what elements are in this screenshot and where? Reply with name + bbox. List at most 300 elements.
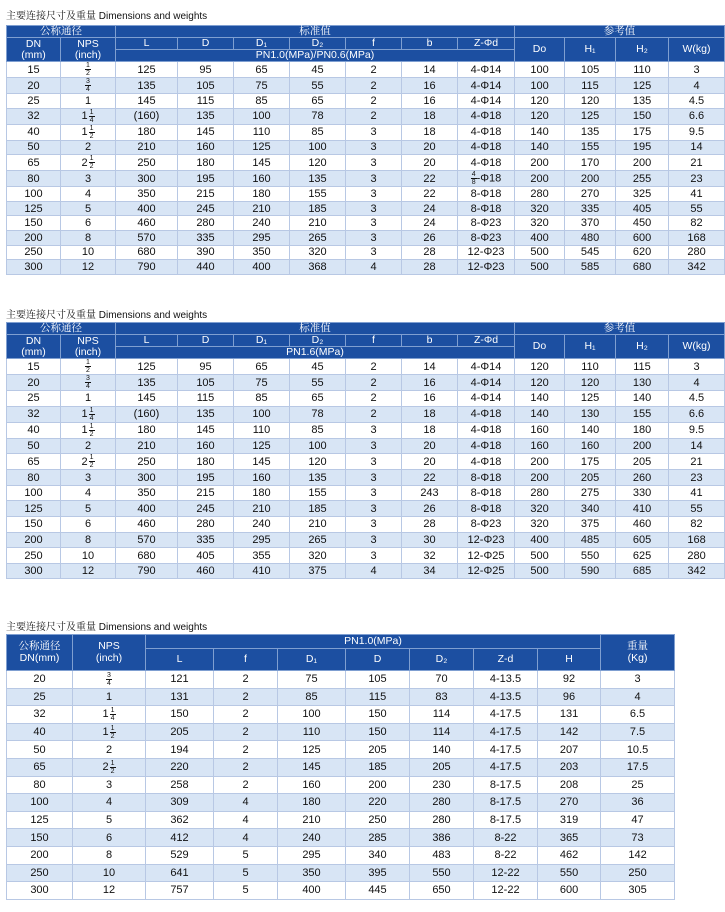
table-cell: 155: [565, 140, 616, 155]
table-cell: 4-Φ14: [458, 359, 515, 375]
table-cell: 335: [565, 201, 616, 216]
table-cell: 3: [346, 155, 402, 171]
table-cell: 175: [616, 124, 669, 140]
table-cell: 180: [616, 422, 669, 438]
header-col-weight: W(kg): [669, 335, 725, 359]
cell-nps: 12: [61, 260, 116, 275]
table-cell: 295: [234, 231, 290, 246]
cell-dn: 100: [7, 485, 61, 501]
table-cell: 500: [515, 563, 565, 579]
table-cell: 30: [402, 532, 458, 548]
cell-nps: 2 $\frac{1}{2}$: [61, 155, 116, 171]
table-row: [7, 882, 675, 900]
cell-dn: 300: [7, 260, 61, 275]
table-cell: 500: [515, 260, 565, 275]
table-cell: 120: [290, 155, 346, 171]
table-cell: 4-Φ14: [458, 94, 515, 109]
table-cell: 8-22: [474, 829, 538, 847]
header-col-D2: D₂: [290, 335, 346, 347]
cell-nps: 3: [61, 171, 116, 187]
table-cell: 3: [346, 187, 402, 202]
table-cell: 240: [234, 216, 290, 231]
table-cell: 82: [669, 517, 725, 533]
cell-nps: 3: [61, 470, 116, 486]
table-cell: 100: [278, 706, 346, 724]
table-cell: 16: [402, 94, 458, 109]
cell-dn: 150: [7, 517, 61, 533]
table-cell: 160: [278, 776, 346, 794]
cell-nps: 2: [61, 438, 116, 454]
table-cell: 340: [346, 846, 410, 864]
table-cell: 105: [346, 671, 410, 689]
table-cell: 305: [601, 882, 675, 900]
table-cell: 18: [402, 124, 458, 140]
table-row: [7, 62, 725, 78]
table-cell: 168: [669, 231, 725, 246]
table-row: [7, 741, 675, 759]
table-cell: 95: [178, 359, 234, 375]
cell-dn: 150: [7, 216, 61, 231]
table-row: [7, 216, 725, 231]
table-cell: 8-Φ18: [458, 485, 515, 501]
table-cell: 350: [278, 864, 346, 882]
header-pressure-rating: PN1.6(MPa): [116, 347, 515, 359]
table-cell: 355: [234, 548, 290, 564]
header-col-D1: D₁: [234, 335, 290, 347]
table-cell: 215: [178, 187, 234, 202]
table-cell: 350: [116, 485, 178, 501]
table-cell: 114: [410, 706, 474, 724]
table-cell: 95: [178, 62, 234, 78]
table-cell: 55: [290, 375, 346, 391]
table-cell: 625: [616, 548, 669, 564]
table-row: [7, 723, 675, 741]
table-cell: 4.5: [669, 94, 725, 109]
table-cell: 545: [565, 245, 616, 260]
cell-dn: 15: [7, 62, 61, 78]
table-cell: 110: [278, 723, 346, 741]
table-cell: 73: [601, 829, 675, 847]
table-cell: 4-13.5: [474, 688, 538, 706]
table-cell: 8-Φ23: [458, 517, 515, 533]
table-cell: 3: [346, 454, 402, 470]
cell-dn: 65: [7, 454, 61, 470]
dimensions-table-2: [6, 322, 725, 579]
table-cell: 3: [346, 422, 402, 438]
table-cell: 500: [515, 548, 565, 564]
cell-nps: 12: [73, 882, 146, 900]
table-cell: 24: [402, 201, 458, 216]
table-cell: 180: [116, 422, 178, 438]
table-row: [7, 375, 725, 391]
table-cell: 120: [565, 375, 616, 391]
table-cell: 32: [402, 548, 458, 564]
table-cell: 28: [402, 245, 458, 260]
cell-nps: 1 $\frac{1}{2}$: [61, 422, 116, 438]
cell-dn: 150: [7, 829, 73, 847]
table-cell: 400: [515, 231, 565, 246]
table-cell: 18: [402, 406, 458, 422]
table-cell: 4-17.5: [474, 723, 538, 741]
header-col-D2: D₂: [290, 38, 346, 50]
section-1-title: 主要连接尺寸及重量 Dimensions and weights: [6, 11, 208, 22]
table-cell: 14: [669, 438, 725, 454]
table-cell: 410: [234, 563, 290, 579]
table-cell: 22: [402, 470, 458, 486]
table-cell: 125: [278, 741, 346, 759]
table-cell: 4: [214, 811, 278, 829]
table-cell: 14: [402, 62, 458, 78]
table-cell: 12-22: [474, 864, 538, 882]
table-row: [7, 187, 725, 202]
table-cell: 460: [116, 216, 178, 231]
table-cell: 529: [146, 846, 214, 864]
table-cell: 20: [402, 155, 458, 171]
table-cell: 3: [346, 485, 402, 501]
table-cell: 340: [565, 501, 616, 517]
header-col-f: f: [346, 38, 402, 50]
table-cell: 85: [234, 94, 290, 109]
table-row: [7, 94, 725, 109]
table-cell: 195: [616, 140, 669, 155]
table-cell: 8-17.5: [474, 776, 538, 794]
table-cell: 309: [146, 794, 214, 812]
table-cell: 200: [616, 155, 669, 171]
table-cell: 200: [515, 454, 565, 470]
table-cell: 386: [410, 829, 474, 847]
table-cell: 34: [402, 563, 458, 579]
table-cell: 205: [410, 758, 474, 776]
section-2-title: 主要连接尺寸及重量 Dimensions and weights: [6, 310, 208, 321]
table-cell: 105: [178, 78, 234, 94]
table-cell: 570: [116, 532, 178, 548]
header-col-zd: Z-d: [474, 649, 538, 671]
header-col-weight: 重量 (Kg): [601, 635, 675, 671]
table-cell: 65: [234, 62, 290, 78]
table-cell: 2: [214, 723, 278, 741]
table-cell: 195: [178, 171, 234, 187]
cell-nps: 8: [61, 231, 116, 246]
table-cell: 250: [116, 454, 178, 470]
table-cell: 2: [214, 758, 278, 776]
table-cell: 140: [565, 422, 616, 438]
cell-dn: 125: [7, 201, 61, 216]
table-cell: 14: [402, 359, 458, 375]
table-row: [7, 155, 725, 171]
table-cell: 145: [278, 758, 346, 776]
table-cell: 320: [515, 517, 565, 533]
cell-nps: 4: [61, 187, 116, 202]
table-cell: 180: [278, 794, 346, 812]
cell-dn: 50: [7, 438, 61, 454]
table-cell: 480: [565, 231, 616, 246]
cell-nps: 3: [73, 776, 146, 794]
cell-dn: 40: [7, 422, 61, 438]
table-cell: 26: [402, 231, 458, 246]
table-cell: 105: [565, 62, 616, 78]
cell-nps: 12: [61, 563, 116, 579]
cell-dn: 65: [7, 155, 61, 171]
header-col-D1: D₁: [234, 38, 290, 50]
table-cell: 445: [346, 882, 410, 900]
table-cell: 250: [346, 811, 410, 829]
table-cell: 121: [146, 671, 214, 689]
table-cell: 280: [669, 245, 725, 260]
table-cell: 55: [669, 201, 725, 216]
table-cell: 125: [116, 359, 178, 375]
header-col-L: L: [116, 38, 178, 50]
cell-dn: 40: [7, 124, 61, 140]
table-cell: 70: [410, 671, 474, 689]
table-cell: 590: [565, 563, 616, 579]
cell-dn: 25: [7, 94, 61, 109]
table-cell: 150: [346, 723, 410, 741]
table-row: [7, 846, 675, 864]
table-cell: 96: [538, 688, 601, 706]
table-cell: 22: [402, 187, 458, 202]
table-cell: 2: [214, 706, 278, 724]
table-cell: 300: [116, 171, 178, 187]
table-cell: 685: [616, 563, 669, 579]
cell-dn: 65: [7, 758, 73, 776]
table-cell: 120: [290, 454, 346, 470]
table-cell: 85: [290, 422, 346, 438]
table-cell: 5: [214, 882, 278, 900]
header-col-h1: H₁: [565, 335, 616, 359]
cell-nps: 1 $\frac{1}{2}$: [61, 124, 116, 140]
table-cell: 550: [565, 548, 616, 564]
table-cell: 342: [669, 260, 725, 275]
header-nps: NPS (inch): [61, 38, 116, 62]
header-col-h2: H₂: [616, 335, 669, 359]
table-cell: 135: [178, 406, 234, 422]
table-cell: 265: [290, 231, 346, 246]
table-cell: 550: [410, 864, 474, 882]
table-row: [7, 517, 725, 533]
table-cell: 2: [346, 62, 402, 78]
table-cell: 350: [234, 245, 290, 260]
table-cell: 208: [538, 776, 601, 794]
table-cell: 3: [346, 470, 402, 486]
table-cell: 600: [616, 231, 669, 246]
table-cell: 170: [565, 155, 616, 171]
table-cell: 150: [616, 108, 669, 124]
table-cell: 105: [178, 375, 234, 391]
table-row: [7, 140, 725, 155]
table-cell: 150: [346, 706, 410, 724]
cell-dn: 125: [7, 811, 73, 829]
table-row: [7, 260, 725, 275]
table-cell: 24: [402, 216, 458, 231]
table-cell: 65: [290, 391, 346, 407]
header-col-L: L: [116, 335, 178, 347]
table-cell: 255: [616, 171, 669, 187]
table-cell: 160: [515, 422, 565, 438]
table-cell: 160: [234, 470, 290, 486]
table-cell: 362: [146, 811, 214, 829]
table-row: [7, 485, 725, 501]
table-cell: 160: [178, 438, 234, 454]
table-cell: 365: [538, 829, 601, 847]
table-cell: 200: [515, 155, 565, 171]
cell-nps: 2: [73, 741, 146, 759]
table-cell: 5: [214, 846, 278, 864]
cell-dn: 50: [7, 741, 73, 759]
table-cell: 3: [346, 501, 402, 517]
header-col-zd: Z-Φd: [458, 335, 515, 347]
table-cell: 200: [515, 171, 565, 187]
table-cell: 4-Φ18: [458, 124, 515, 140]
table-cell: 2: [346, 359, 402, 375]
table-cell: 135: [565, 124, 616, 140]
table-cell: 41: [669, 485, 725, 501]
table-cell: 375: [290, 563, 346, 579]
table-cell: 9.5: [669, 124, 725, 140]
table-cell: 368: [290, 260, 346, 275]
table-cell: 145: [234, 155, 290, 171]
cell-nps: 2 $\frac{1}{2}$: [61, 454, 116, 470]
table-cell: 250: [601, 864, 675, 882]
table-cell: 4: [214, 829, 278, 847]
cell-nps: 2 $\frac{1}{2}$: [73, 758, 146, 776]
table-cell: 210: [234, 201, 290, 216]
table-cell: 335: [178, 532, 234, 548]
table-cell: 45: [290, 62, 346, 78]
table-cell: 140: [515, 391, 565, 407]
table-cell: 210: [234, 501, 290, 517]
table-cell: 135: [178, 108, 234, 124]
table-cell: 460: [616, 517, 669, 533]
table-cell: 3: [346, 231, 402, 246]
table-cell: (160): [116, 108, 178, 124]
table-cell: 185: [290, 501, 346, 517]
table-cell: 330: [616, 485, 669, 501]
table-cell: 115: [178, 391, 234, 407]
table-row: [7, 532, 725, 548]
table-row: [7, 501, 725, 517]
header-pressure-rating: PN1.0(MPa): [146, 635, 601, 649]
cell-nps: 5: [73, 811, 146, 829]
table-cell: 3: [346, 171, 402, 187]
cell-nps: 8: [61, 532, 116, 548]
cell-nps: $\frac{1}{2}$: [61, 359, 116, 375]
table-cell: 23: [669, 470, 725, 486]
table-cell: 405: [616, 201, 669, 216]
header-col-H: H: [538, 649, 601, 671]
table-cell: 2: [346, 94, 402, 109]
table-cell: 2: [346, 391, 402, 407]
table-cell: 4: [601, 688, 675, 706]
table-row: [7, 78, 725, 94]
table-cell: 110: [565, 359, 616, 375]
table-cell: 125: [616, 78, 669, 94]
table-cell: 26: [402, 501, 458, 517]
table-cell: 180: [234, 187, 290, 202]
table-cell: 185: [346, 758, 410, 776]
table-cell: 131: [146, 688, 214, 706]
table-cell: 400: [278, 882, 346, 900]
table-cell: 142: [538, 723, 601, 741]
table-cell: 400: [116, 501, 178, 517]
table-cell: 175: [565, 454, 616, 470]
cell-dn: 40: [7, 723, 73, 741]
table-cell: 110: [616, 62, 669, 78]
table-cell: 120: [515, 108, 565, 124]
table-cell: 140: [515, 124, 565, 140]
table-cell: 115: [616, 359, 669, 375]
table-cell: 12-Φ23: [458, 260, 515, 275]
table-cell: 21: [669, 454, 725, 470]
table-cell: 390: [178, 245, 234, 260]
table-cell: 4-17.5: [474, 741, 538, 759]
table-row: [7, 406, 725, 422]
header-dn: DN (mm): [7, 335, 61, 359]
table-cell: 130: [565, 406, 616, 422]
table-row: [7, 706, 675, 724]
table-cell: 3: [346, 124, 402, 140]
table-cell: 3: [346, 216, 402, 231]
table-cell: 2: [214, 776, 278, 794]
table-cell: 125: [565, 391, 616, 407]
table-cell: 120: [515, 375, 565, 391]
table-cell: 92: [538, 671, 601, 689]
table-cell: 450: [616, 216, 669, 231]
table-cell: 4: [669, 375, 725, 391]
table-cell: 680: [116, 548, 178, 564]
header-col-D2: D₂: [410, 649, 474, 671]
table-cell: 500: [515, 245, 565, 260]
cell-dn: 80: [7, 776, 73, 794]
cell-dn: 80: [7, 470, 61, 486]
table-row: [7, 359, 725, 375]
cell-dn: 300: [7, 563, 61, 579]
table-cell: 280: [410, 794, 474, 812]
table-cell: 185: [290, 201, 346, 216]
header-col-f: f: [346, 335, 402, 347]
table-cell: 110: [234, 124, 290, 140]
table-row: [7, 671, 675, 689]
table-cell: 790: [116, 563, 178, 579]
table-cell: 28: [402, 517, 458, 533]
table-cell: 194: [146, 741, 214, 759]
table-cell: 12-22: [474, 882, 538, 900]
header-col-L: L: [146, 649, 214, 671]
table-cell: 55: [669, 501, 725, 517]
cell-dn: 80: [7, 171, 61, 187]
cell-dn: 20: [7, 78, 61, 94]
table-cell: 180: [234, 485, 290, 501]
table-cell: 25: [601, 776, 675, 794]
table-cell: 205: [565, 470, 616, 486]
table-cell: 125: [234, 140, 290, 155]
table-cell: 155: [616, 406, 669, 422]
table-cell: 3: [346, 532, 402, 548]
table-cell: 160: [234, 171, 290, 187]
table-cell: 200: [346, 776, 410, 794]
header-nominal-diameter: 公称通径 DN(mm): [7, 635, 73, 671]
cell-nps: 2: [61, 140, 116, 155]
table-cell: 210: [290, 517, 346, 533]
table-cell: 8-Φ23: [458, 231, 515, 246]
table-cell: 4-Φ18: [458, 108, 515, 124]
cell-dn: 200: [7, 231, 61, 246]
table-row: [7, 794, 675, 812]
table-cell: 395: [346, 864, 410, 882]
table-cell: 400: [116, 201, 178, 216]
table-cell: 12-Φ23: [458, 532, 515, 548]
table-cell: 8-Φ23: [458, 216, 515, 231]
table-cell: 295: [278, 846, 346, 864]
